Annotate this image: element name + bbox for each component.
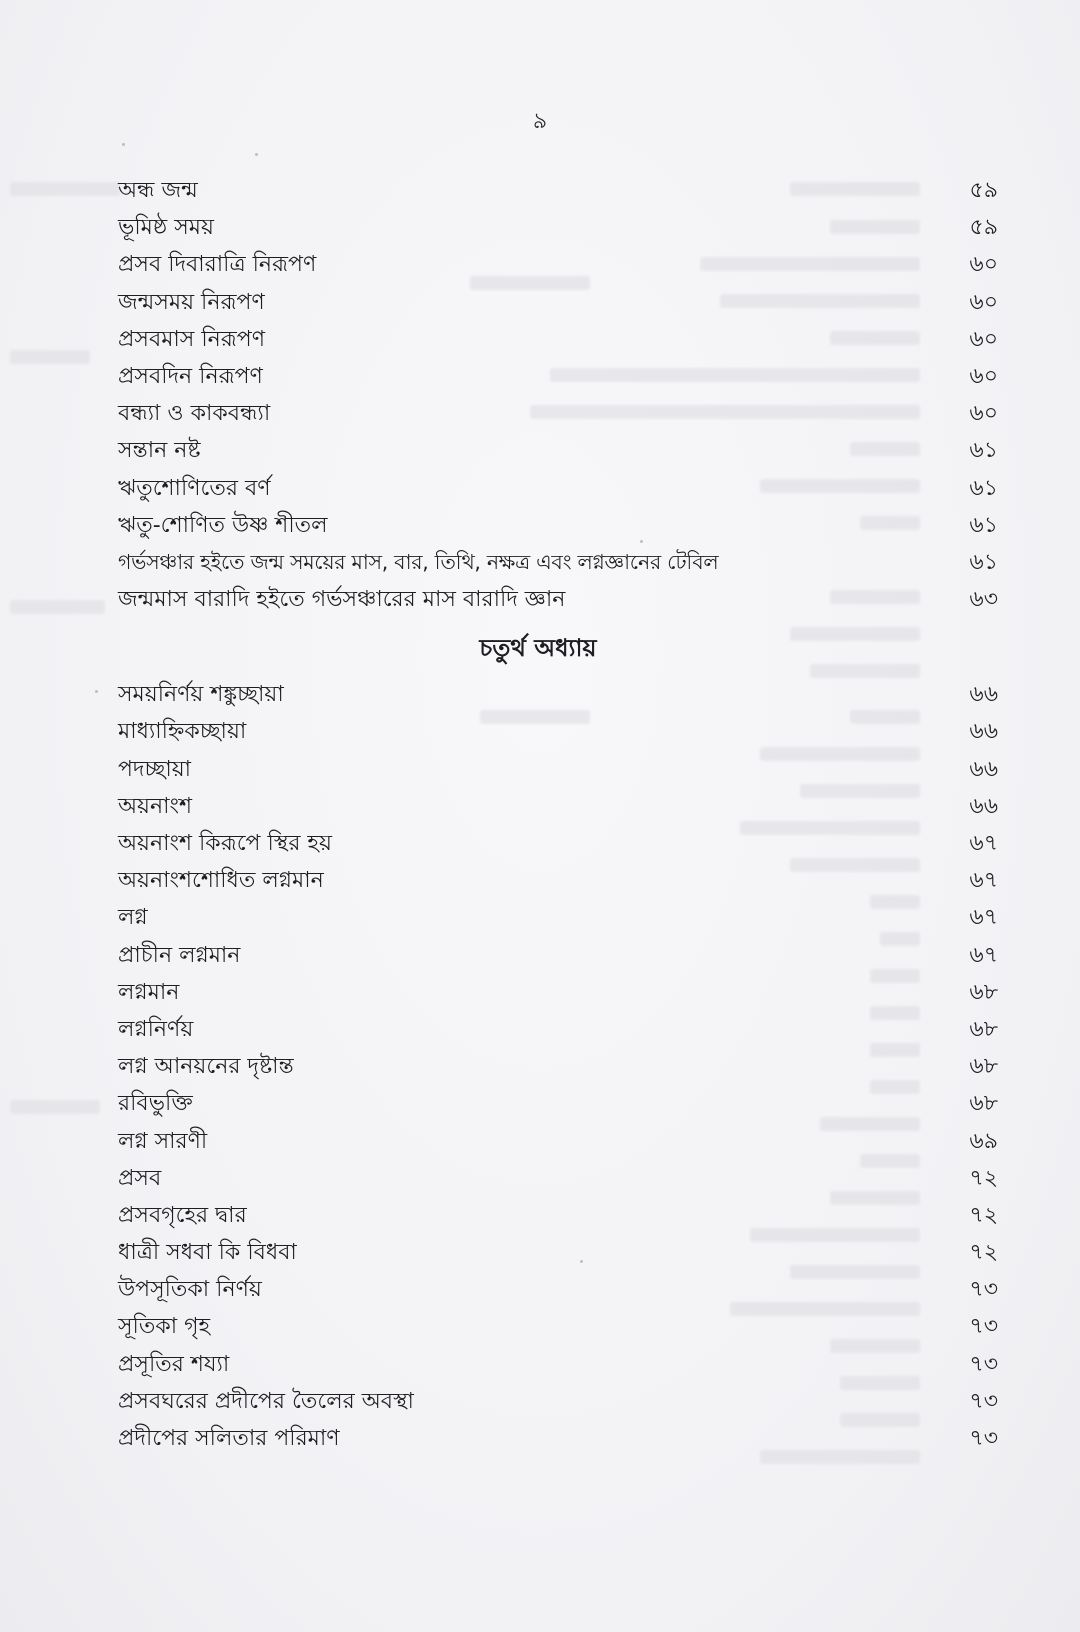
toc-entry	[118, 1383, 998, 1420]
toc-entry-page: ৬৬	[969, 756, 998, 782]
toc-entry-page: ৭৩	[969, 1314, 998, 1340]
toc-entry-page: ৬১	[969, 438, 998, 464]
toc-entry-page: ৬১	[969, 475, 998, 501]
toc-entry-page: ৬৭	[969, 905, 998, 931]
toc-entry-page: ৬৩	[969, 587, 998, 613]
toc-entry-page: ৬০	[969, 289, 998, 315]
toc-entry	[118, 1123, 998, 1160]
toc-entry	[118, 1234, 998, 1271]
toc-entry-page: ৬১	[969, 549, 998, 575]
toc-entry-title: লগ্ন সারণী	[118, 1128, 208, 1154]
toc-entry-page: ৬৬	[969, 719, 998, 745]
toc-entry	[118, 470, 998, 507]
chapter-heading: চতুর্থ অধ্যায়	[479, 634, 597, 663]
toc-entry	[118, 358, 998, 395]
toc-entry-page: ৬০	[969, 401, 998, 427]
toc-entry-page: ৬০	[969, 252, 998, 278]
toc-entry-page: ৬৬	[969, 793, 998, 819]
toc-entry	[118, 1420, 998, 1457]
toc-entry	[118, 544, 998, 581]
toc-entry	[118, 1085, 998, 1122]
toc-entry-page: ৭৩	[969, 1351, 998, 1377]
toc-entry-title: রবিভুক্তি	[118, 1091, 193, 1117]
toc-entry-title: মাধ্যাহ্নিকচ্ছায়া	[118, 719, 247, 745]
toc-entry-page: ৬৯	[969, 1128, 998, 1154]
toc-entry-title: সূতিকা গৃহ	[118, 1314, 211, 1340]
toc-entry	[118, 246, 998, 283]
toc-entry-title: পদচ্ছায়া	[118, 756, 192, 782]
bleed-through	[10, 182, 120, 196]
toc-entry-page: ৬৮	[969, 1016, 998, 1042]
toc-entry-page: ৬৭	[969, 868, 998, 894]
toc-section-b	[118, 676, 998, 1457]
toc-entry-title: প্রদীপের সলিতার পরিমাণ	[118, 1426, 340, 1451]
toc-entry-page: ৬৮	[969, 1054, 998, 1080]
toc-entry	[118, 1271, 998, 1308]
toc-entry	[118, 172, 998, 209]
toc-entry-title: প্রসবমাস নিরূপণ	[118, 326, 266, 352]
toc-entry	[118, 751, 998, 788]
toc-entry-title: প্রসব দিবারাত্রি নিরূপণ	[118, 252, 317, 278]
toc-entry-page: ৬৭	[969, 942, 998, 968]
toc-entry-page: ৬৮	[969, 1091, 998, 1117]
toc-entry	[118, 1197, 998, 1234]
toc-entry-page: ৭২	[969, 1165, 998, 1191]
toc-entry-title: প্রসূতির শয্যা	[118, 1351, 230, 1377]
paper-speck	[95, 690, 98, 693]
toc-entry-title: প্রসব	[118, 1165, 162, 1191]
table-of-contents	[118, 172, 998, 1457]
toc-entry-title: সময়নির্ণয় শঙ্কুচ্ছায়া	[118, 682, 284, 708]
toc-entry	[118, 788, 998, 825]
toc-entry	[118, 507, 998, 544]
toc-entry-title: বন্ধ্যা ও কাকবন্ধ্যা	[118, 401, 271, 427]
toc-entry	[118, 395, 998, 432]
toc-entry-title: জন্মসময় নিরূপণ	[118, 289, 265, 315]
toc-entry	[118, 1308, 998, 1345]
toc-entry-page: ৬৭	[969, 831, 998, 856]
toc-entry-page: ৫৯	[969, 178, 998, 203]
toc-entry-title: লগ্ন আনয়নের দৃষ্টান্ত	[118, 1054, 294, 1080]
toc-entry	[118, 899, 998, 936]
toc-entry-page: ৬১	[969, 512, 998, 538]
bleed-through	[10, 1100, 100, 1114]
toc-entry	[118, 432, 998, 469]
page-number: ৯	[532, 109, 548, 134]
toc-entry-page: ৭৩	[969, 1277, 998, 1303]
toc-entry-title: লগ্ন	[118, 905, 148, 931]
toc-entry-title: অন্ধ জন্ম	[118, 178, 198, 203]
toc-entry-page: ৫৯	[969, 215, 998, 241]
toc-entry-title: অয়নাংশ কিরূপে স্থির হয়	[118, 831, 332, 856]
toc-entry	[118, 862, 998, 899]
toc-entry-title: লগ্ননির্ণয়	[118, 1016, 194, 1042]
toc-entry-page: ৭৩	[969, 1388, 998, 1414]
toc-entry	[118, 676, 998, 713]
toc-entry-title: প্রাচীন লগ্নমান	[118, 942, 241, 968]
toc-entry-title: ভূমিষ্ঠ সময়	[118, 215, 214, 241]
toc-entry-page: ৬৮	[969, 979, 998, 1005]
toc-section-a	[118, 172, 998, 618]
toc-entry	[118, 1346, 998, 1383]
toc-entry	[118, 1011, 998, 1048]
toc-entry	[118, 581, 998, 618]
toc-entry-page: ৬০	[969, 326, 998, 352]
toc-entry	[118, 713, 998, 750]
toc-entry-title: লগ্নমান	[118, 979, 180, 1005]
bleed-through	[10, 350, 90, 364]
toc-entry-title: ঋতু-শোণিত উষ্ণ শীতল	[118, 512, 328, 538]
toc-entry-page: ৬৬	[969, 682, 998, 708]
toc-entry-title: গর্ভসঞ্চার হইতে জন্ম সময়ের মাস, বার, তিথি, নক্ষত্র এবং লগ্নজ্ঞানের টেবিল	[118, 549, 719, 574]
toc-entry-title: ঋতুশোণিতের বর্ণ	[118, 475, 271, 501]
toc-entry-title: উপসূতিকা নির্ণয়	[118, 1277, 262, 1303]
toc-entry-title: অয়নাংশ	[118, 793, 193, 819]
toc-entry-title: ধাত্রী সধবা কি বিধবা	[118, 1240, 297, 1266]
toc-entry-title: প্রসবদিন নিরূপণ	[118, 363, 263, 389]
toc-entry-title: প্রসবঘরের প্রদীপের তৈলের অবস্থা	[118, 1388, 414, 1414]
toc-entry	[118, 1048, 998, 1085]
toc-entry	[118, 321, 998, 358]
toc-entry	[118, 284, 998, 321]
paper-speck	[255, 153, 258, 156]
toc-entry-title: প্রসবগৃহের দ্বার	[118, 1202, 247, 1228]
toc-entry	[118, 937, 998, 974]
toc-entry	[118, 974, 998, 1011]
paper-speck	[122, 143, 125, 146]
toc-entry	[118, 209, 998, 246]
toc-entry-page: ৭২	[969, 1240, 998, 1266]
toc-entry-title: অয়নাংশশোধিত লগ্নমান	[118, 868, 324, 894]
toc-entry-page: ৭২	[969, 1202, 998, 1228]
toc-entry	[118, 825, 998, 862]
bleed-through	[10, 600, 105, 614]
toc-entry-title: সন্তান নষ্ট	[118, 438, 201, 464]
toc-entry	[118, 1160, 998, 1197]
toc-entry-title: জন্মমাস বারাদি হইতে গর্ভসঞ্চারের মাস বারাদি জ্ঞান	[118, 587, 566, 613]
toc-entry-page: ৭৩	[969, 1426, 998, 1451]
toc-entry-page: ৬০	[969, 363, 998, 389]
